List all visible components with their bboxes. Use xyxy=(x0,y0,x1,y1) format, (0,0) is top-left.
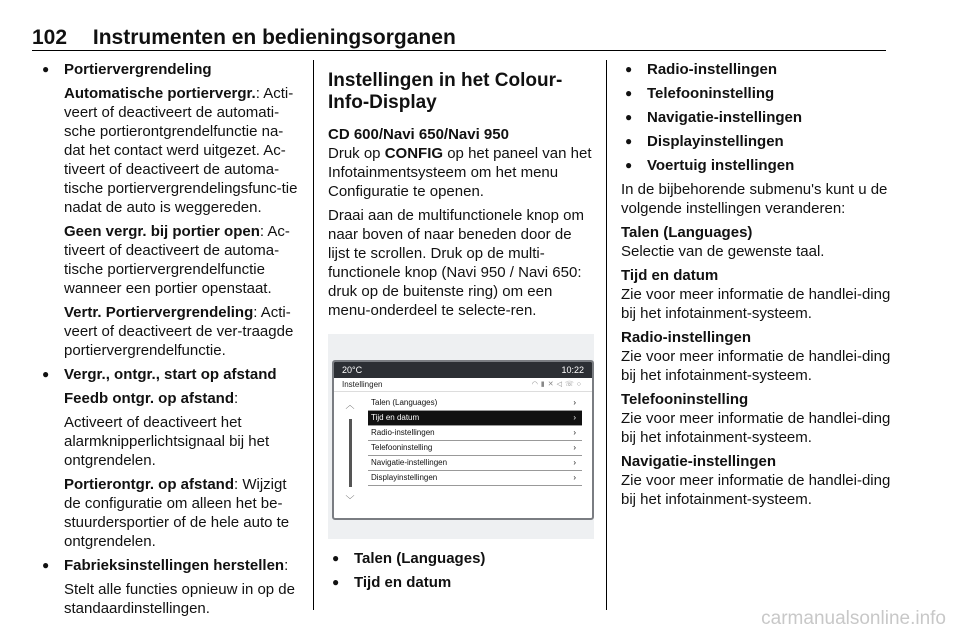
chevron-right-icon: › xyxy=(573,413,576,422)
screen-menu-item xyxy=(368,426,582,441)
mute-icon: ✕ xyxy=(547,381,557,388)
chevron-right-icon: › xyxy=(573,398,576,407)
column-divider-2 xyxy=(606,60,607,610)
setting-text: : Ac-tiveert of deactiveert de automa-tische portiervergrendelfunctie wanneer een portier openstaat. xyxy=(64,223,290,297)
screen-menu-title xyxy=(334,378,592,392)
config-keyword: CONFIG xyxy=(384,145,444,162)
screen-menu-item xyxy=(368,396,582,411)
setting-label: Automatische portiervergr. xyxy=(64,85,256,102)
column-divider-1 xyxy=(313,60,314,610)
paragraph-intro: In de bijbehorende submenu's kunt u de volgende instellingen veranderen: xyxy=(621,181,888,217)
column-2 xyxy=(328,60,594,597)
subsection-title: Tijd en datum xyxy=(621,267,719,284)
setting-text: : xyxy=(234,390,239,407)
bullet-radio: ● Radio-instellingen xyxy=(621,60,893,79)
chevron-right-icon: › xyxy=(573,443,576,452)
paragraph-config xyxy=(328,144,594,201)
screen-menu-item xyxy=(368,456,582,471)
wifi-icon: ◠ xyxy=(531,381,541,388)
paragraph-factory-reset-text: Stelt alle functies opnieuw in op de standaardinstellingen. xyxy=(64,581,295,617)
page-header xyxy=(32,26,456,50)
paragraph-feedback-text: Activeert of deactiveert het alarmknipperlichtsignaal bij het ontgrendelen. xyxy=(64,414,270,469)
bullet-factory-reset xyxy=(38,556,298,575)
phone-icon: ☏ xyxy=(565,381,577,388)
paragraph-remote-unlock xyxy=(38,475,298,551)
screen-body xyxy=(334,392,592,512)
header-rule xyxy=(32,50,886,51)
screen-temperature: 20°C xyxy=(342,365,363,375)
subsection-text: Zie voor meer informatie de handlei-ding bij het infotainment-systeem. xyxy=(621,286,891,322)
column-1 xyxy=(38,60,298,623)
subsection-title: Navigatie-instellingen xyxy=(621,453,777,470)
section-heading: Instellingen in het Colour-Info-Display xyxy=(328,70,563,113)
menu-item-label: Radio-instellingen xyxy=(371,428,435,437)
bullet-display: ● Displayinstellingen xyxy=(621,132,893,151)
scroll-up-icon: ︿ xyxy=(345,400,355,410)
screen-clock: 10:22 xyxy=(561,365,584,375)
signal-icon: ▮ xyxy=(540,381,548,388)
text-run: Druk op xyxy=(328,145,385,162)
bullet-navigatie: ● Navigatie-instellingen xyxy=(621,108,893,127)
column-3 xyxy=(621,60,893,514)
subsection-title: Radio-instellingen xyxy=(621,329,752,346)
chevron-right-icon: › xyxy=(573,428,576,437)
bullet-remote: ● Vergr., ontgr., start op afstand xyxy=(38,365,298,384)
bullet-voertuig: ● Voertuig instellingen xyxy=(621,156,893,175)
screen-display xyxy=(332,360,594,520)
scroll-down-icon: ﹀ xyxy=(345,495,355,505)
settings-icon: ○ xyxy=(576,381,584,388)
page-number: 102 xyxy=(32,26,68,49)
chevron-right-icon: › xyxy=(573,458,576,467)
menu-item-label: Displayinstellingen xyxy=(371,473,438,482)
volume-icon: ◁ xyxy=(556,381,565,388)
subsection-text: Zie voor meer informatie de handlei-ding bij het infotainment-systeem. xyxy=(621,472,891,508)
scroll-track xyxy=(349,419,352,487)
screen-menu-item xyxy=(368,471,582,486)
bullet-talen: ● Talen (Languages) xyxy=(328,549,594,568)
subsection-title: Talen (Languages) xyxy=(621,224,753,241)
screen-scrollbar xyxy=(340,396,360,506)
text-run: op het paneel van het Infotainmentsysteem om het menu Configuratie te openen. xyxy=(328,145,592,200)
subsection-text: Selectie van de gewenste taal. xyxy=(621,243,825,260)
screen-status-bar xyxy=(334,362,592,378)
paragraph-auto-lock xyxy=(38,84,298,217)
setting-text: : Acti-veert of deactiveert de automati-sche portierontgrendelfunctie na-dat het contact werd uitgezet. Ac-tiveert of deactiveert de automa-tische portiervergrendelingsfunc-tie nadat de auto is weggereden. xyxy=(64,85,298,216)
menu-item-label: Talen (Languages) xyxy=(371,398,438,407)
subsection-text: Zie voor meer informatie de handlei-ding bij het infotainment-systeem. xyxy=(621,348,891,384)
chevron-right-icon: › xyxy=(573,473,576,482)
setting-label: Geen vergr. bij portier open xyxy=(64,223,260,240)
setting-text: : Acti-veert of deactiveert de ver-traagde portiervergrendelfunctie. xyxy=(64,304,294,359)
screen-menu-list xyxy=(368,396,582,486)
screen-menu-item-selected xyxy=(368,411,582,426)
infotainment-screen-image xyxy=(328,334,594,539)
subsection-text: Zie voor meer informatie de handlei-ding bij het infotainment-systeem. xyxy=(621,410,891,446)
bullet-portiervergrendeling: ● Portiervergrendeling xyxy=(38,60,298,79)
bullet-tijd: ● Tijd en datum xyxy=(328,573,594,592)
paragraph-feedback xyxy=(38,389,298,408)
subsection-title: Telefooninstelling xyxy=(621,391,749,408)
setting-label: Fabrieksinstellingen herstellen xyxy=(64,557,285,574)
menu-item-label: Navigatie-instellingen xyxy=(371,458,448,467)
watermark-text: carmanualsonline.info xyxy=(761,608,946,629)
paragraph-delayed-lock xyxy=(38,303,298,360)
screen-menu-item xyxy=(368,441,582,456)
setting-label: Portierontgr. op afstand xyxy=(64,476,235,493)
setting-text: : Wijzigt de configuratie om alleen het be-stuurdersportier of de hele auto te ontgrendelen. xyxy=(64,476,290,550)
paragraph-no-lock-open xyxy=(38,222,298,298)
screen-title: Instellingen xyxy=(342,380,383,389)
paragraph-multifunction-knob: Draai aan de multifunctionele knop om naar boven of naar beneden door de lijst te scrollen. Druk op de multi-functionele knop (Navi 950 / Navi 650: druk op de buitenste ring) om een menu-onderdeel te selecte-ren. xyxy=(328,207,584,319)
section-subheading: CD 600/Navi 650/Navi 950 xyxy=(328,126,509,143)
status-icons xyxy=(532,378,584,391)
bullet-telefoon: ● Telefooninstelling xyxy=(621,84,893,103)
setting-label: Vertr. Portiervergrendeling xyxy=(64,304,254,321)
setting-label: Feedb ontgr. op afstand xyxy=(64,390,235,407)
menu-item-label: Tijd en datum xyxy=(371,413,420,422)
menu-item-label: Telefooninstelling xyxy=(371,443,433,452)
setting-text: : xyxy=(284,557,289,574)
chapter-title: Instrumenten en bedieningsorganen xyxy=(92,26,456,49)
